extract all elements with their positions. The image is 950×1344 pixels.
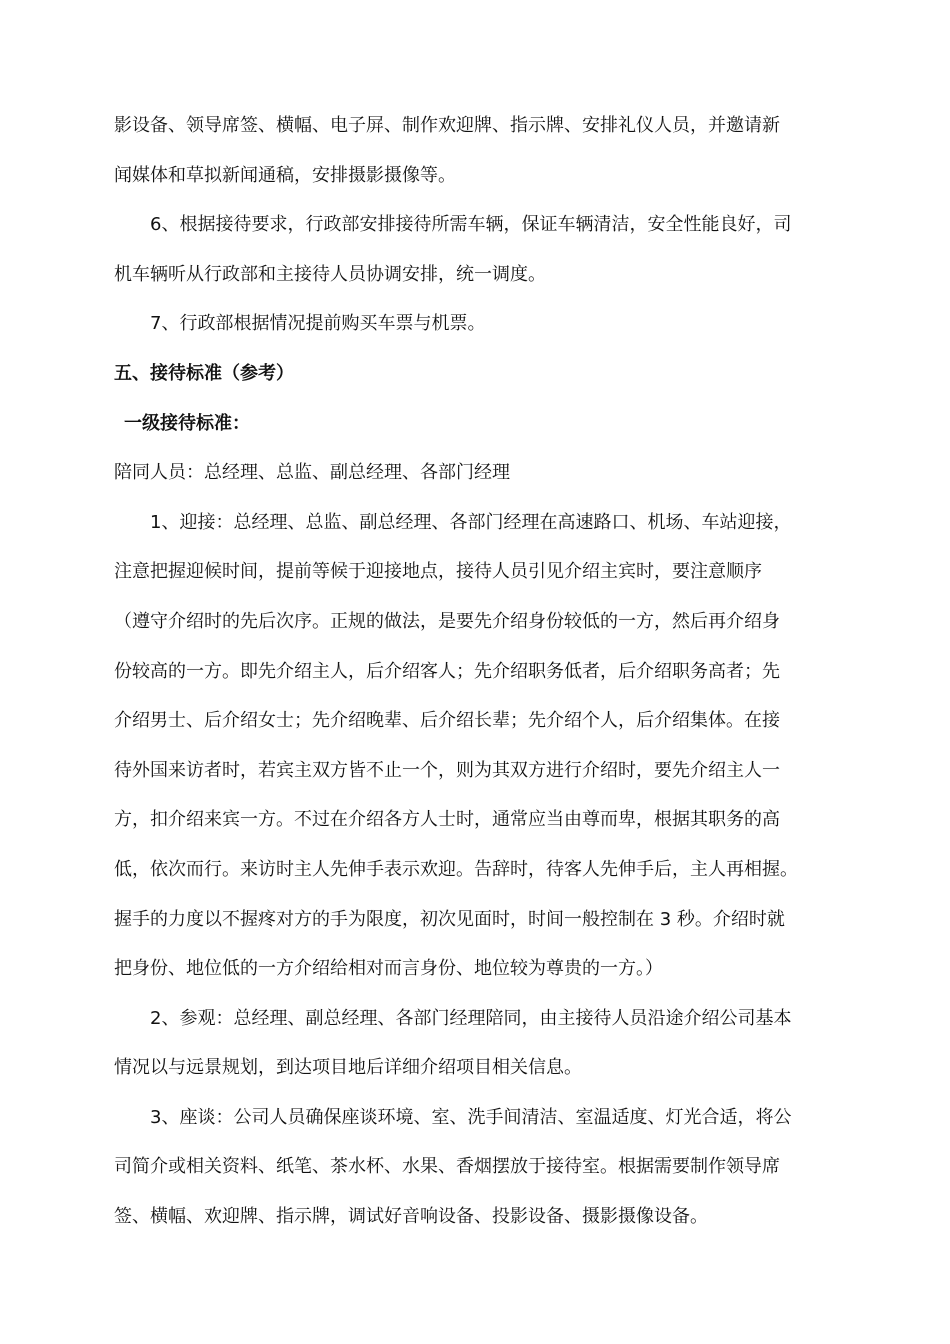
text-line: 签、横幅、欢迎牌、指示牌，调试好音响设备、投影设备、摄影摄像设备。 — [114, 1206, 708, 1228]
text-line: 情况以与远景规划，到达项目地后详细介绍项目相关信息。 — [114, 1057, 582, 1079]
text-line: 握手的力度以不握疼对方的手为限度，初次见面时，时间一般控制在 3 秒。介绍时就 — [114, 908, 785, 930]
text-line: 介绍男士、后介绍女士；先介绍晚辈、后介绍长辈；先介绍个人，后介绍集体。在接 — [114, 710, 780, 732]
text-line: （遵守介绍时的先后次序。正规的做法，是要先介绍身份较低的一方，然后再介绍身 — [114, 610, 780, 632]
text-line: 待外国来访者时，若宾主双方皆不止一个，则为其双方进行介绍时，要先介绍主人一 — [114, 759, 780, 781]
text-line: 把身份、地位低的一方介绍给相对而言身份、地位较为尊贵的一方。） — [114, 958, 663, 980]
text-line: 低，依次而行。来访时主人先伸手表示欢迎。告辞时，待客人先伸手后，主人再相握。 — [114, 858, 798, 880]
subsection-heading: 一级接待标准： — [124, 412, 250, 434]
text-line: 影设备、领导席签、横幅、电子屏、制作欢迎牌、指示牌、安排礼仪人员，并邀请新 — [114, 115, 780, 136]
text-line: 闻媒体和草拟新闻通稿，安排摄影摄像等。 — [114, 164, 456, 186]
text-line: 陪同人员：总经理、总监、副总经理、各部门经理 — [114, 462, 510, 484]
numbered-paragraph-start: 2、参观：总经理、副总经理、各部门经理陪同，由主接待人员沿途介绍公司基本 — [150, 1007, 792, 1029]
numbered-paragraph-start: 6、根据接待要求，行政部安排接待所需车辆，保证车辆清洁，安全性能良好，司 — [150, 214, 792, 236]
text-line: 注意把握迎候时间，提前等候于迎接地点，接待人员引见介绍主宾时，要注意顺序 — [114, 561, 762, 583]
numbered-paragraph-start: 1、迎接：总经理、总监、副总经理、各部门经理在高速路口、机场、车站迎接， — [150, 511, 792, 533]
text-line: 方，扣介绍来宾一方。不过在介绍各方人士时，通常应当由尊而卑，根据其职务的高 — [114, 809, 780, 831]
text-line: 份较高的一方。即先介绍主人，后介绍客人；先介绍职务低者，后介绍职务高者；先 — [114, 660, 780, 682]
section-heading: 五、接待标准（参考） — [114, 362, 294, 384]
document-body — [114, 106, 840, 1247]
numbered-paragraph-start: 7、行政部根据情况提前购买车票与机票。 — [150, 313, 486, 335]
text-line: 机车辆听从行政部和主接待人员协调安排，统一调度。 — [114, 263, 546, 285]
text-line: 司简介或相关资料、纸笔、茶水杯、水果、香烟摆放于接待室。根据需要制作领导席 — [114, 1156, 780, 1178]
numbered-paragraph-start: 3、座谈：公司人员确保座谈环境、室、洗手间清洁、室温适度、灯光合适，将公 — [150, 1106, 792, 1128]
